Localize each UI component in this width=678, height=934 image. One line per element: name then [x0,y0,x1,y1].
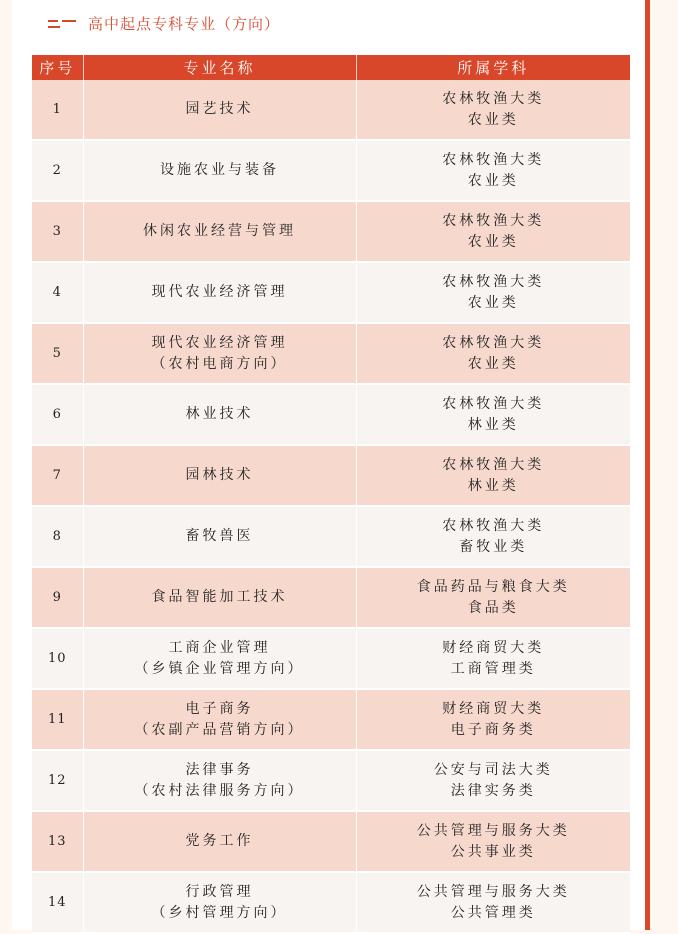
discipline-line: 农业类 [467,172,519,189]
section-mark-icon [48,16,78,30]
header-discipline: 所属学科 [356,55,630,80]
table-row [32,140,630,201]
discipline-line: 农林牧渔大类 [442,456,545,473]
table-row [32,872,630,933]
row-major [83,750,356,811]
discipline-line: 公共事业类 [450,843,536,860]
row-discipline [356,80,630,140]
table-row [32,689,630,750]
discipline-line: 电子商务类 [450,721,536,738]
discipline-line: 公共管理与服务大类 [416,822,570,839]
major-name-line: 林业技术 [185,406,254,422]
row-discipline [356,323,630,384]
row-index: 12 [32,750,83,811]
row-major [83,323,356,384]
major-name-line: 法律事务 [185,761,254,778]
row-index: 11 [32,689,83,750]
table-row [32,567,630,628]
major-table [32,55,630,934]
discipline-line: 食品药品与粮食大类 [416,578,570,595]
row-discipline [356,445,630,506]
discipline-line: 工商管理类 [450,660,536,677]
header-major: 专业名称 [83,55,356,80]
row-index: 13 [32,811,83,872]
table-row [32,262,630,323]
major-name-line: 现代农业经济管理 [151,334,288,351]
row-index: 4 [32,262,83,323]
row-index: 3 [32,201,83,262]
row-index: 8 [32,506,83,567]
row-major [83,201,356,262]
major-name-line: 休闲农业经营与管理 [143,223,296,239]
row-index: 2 [32,140,83,201]
major-name-line: 党务工作 [185,833,254,849]
major-name-line: 电子商务 [185,700,254,717]
major-name-line: （乡村管理方向） [151,904,288,921]
table-row [32,201,630,262]
discipline-line: 农林牧渔大类 [442,212,545,229]
table-row [32,811,630,872]
row-discipline [356,506,630,567]
row-index: 14 [32,872,83,933]
table-row [32,384,630,445]
table-row [32,445,630,506]
discipline-line: 公共管理与服务大类 [416,883,570,900]
row-major [83,811,356,872]
major-name-line: 现代农业经济管理 [151,284,288,300]
major-name-line: （农副产品营销方向） [134,721,305,738]
discipline-line: 农林牧渔大类 [442,273,545,290]
discipline-line: 农业类 [467,111,519,128]
row-discipline [356,811,630,872]
discipline-line: 林业类 [467,477,519,494]
discipline-line: 法律实务类 [450,782,536,799]
discipline-line: 财经商贸大类 [442,639,545,656]
row-discipline [356,384,630,445]
discipline-line: 公安与司法大类 [433,761,553,778]
row-major [83,689,356,750]
table-header-row [32,55,630,80]
major-name-line: 园林技术 [185,467,254,483]
row-discipline [356,567,630,628]
right-border [645,0,650,930]
major-name-line: 畜牧兽医 [185,528,254,544]
row-discipline [356,140,630,201]
discipline-line: 食品类 [467,599,519,616]
table-row [32,628,630,689]
major-name-line: 行政管理 [185,883,254,900]
major-name-line: （农村法律服务方向） [134,782,305,799]
discipline-line: 畜牧业类 [459,538,528,555]
row-discipline [356,750,630,811]
row-major [83,140,356,201]
row-discipline [356,201,630,262]
row-major [83,384,356,445]
row-index: 5 [32,323,83,384]
major-name-line: 食品智能加工技术 [151,589,288,605]
section-title: 高中起点专科专业（方向） [88,14,281,33]
row-index: 1 [32,80,83,140]
section-heading [48,10,280,36]
row-discipline [356,872,630,933]
discipline-line: 农业类 [467,355,519,372]
row-major [83,506,356,567]
discipline-line: 农林牧渔大类 [442,334,545,351]
major-name-line: （乡镇企业管理方向） [134,660,305,677]
row-discipline [356,262,630,323]
row-major [83,628,356,689]
discipline-line: 林业类 [467,416,519,433]
table-row [32,750,630,811]
major-name-line: 园艺技术 [185,101,254,117]
discipline-line: 农林牧渔大类 [442,517,545,534]
row-index: 7 [32,445,83,506]
row-index: 6 [32,384,83,445]
row-index: 10 [32,628,83,689]
table-row [32,506,630,567]
discipline-line: 财经商贸大类 [442,700,545,717]
discipline-line: 公共管理类 [450,904,536,921]
discipline-line: 农业类 [467,233,519,250]
row-major [83,872,356,933]
row-major [83,262,356,323]
discipline-line: 农林牧渔大类 [442,395,545,412]
table-row [32,323,630,384]
discipline-line: 农林牧渔大类 [442,90,545,107]
header-index: 序号 [32,55,83,80]
major-name-line: 工商企业管理 [168,639,271,656]
discipline-line: 农业类 [467,294,519,311]
discipline-line: 农林牧渔大类 [442,151,545,168]
row-discipline [356,628,630,689]
table-row [32,80,630,140]
row-major [83,567,356,628]
major-name-line: 设施农业与装备 [160,162,279,178]
major-name-line: （农村电商方向） [151,355,288,372]
row-major [83,80,356,140]
row-discipline [356,689,630,750]
row-index: 9 [32,567,83,628]
row-major [83,445,356,506]
